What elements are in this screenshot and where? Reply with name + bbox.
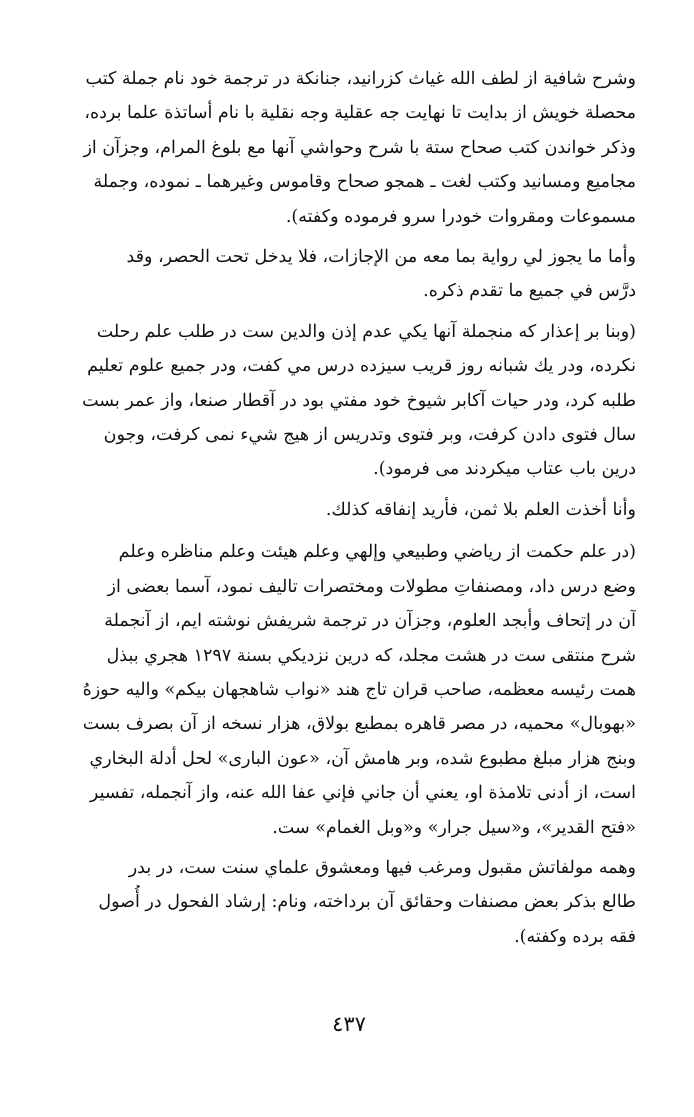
paragraph-5 [62,535,636,845]
paragraph-line: وهمه مولفاتش مقبول ومرغب فيها ومعشوق علماي سنت ست، در بدر [128,857,636,878]
book-page [62,62,636,1062]
paragraph-line: (در علم حكمت از رياضي وطبيعي وإلهي وعلم هيئت وعلم مناظره وعلم [118,542,636,563]
paragraph-line: نكرده، ودر يك شبانه روز قريب سيزده درس مي كفت، ودر جميع علوم تعليم [87,356,636,377]
paragraph-line: وضع درس داد، ومصنفاتِ مطولات ومختصرات تاليف نمود، آسما بعضى از [107,576,636,597]
paragraph-line: درَّس في جميع ما تقدم ذكره. [423,281,636,302]
paragraph-line: وأنا أخذت العلم بلا ثمن، فأريد إنفاقه كذلك. [325,499,636,520]
paragraph-line: است، از أدنى تلامذة او، يعني أن جاني فإني عفا الله عنه، واز آنجمله، تفسير [89,783,636,804]
paragraph-line: محصلة خويش از بدايت تا نهايت جه عقلية وجه نقلية با نام أساتذة علما برده، [84,103,636,124]
paragraph-line: وأما ما يجوز لي رواية بما معه من الإجازات، فلا يدخل تحت الحصر، وقد [126,247,636,268]
paragraph-2 [62,240,636,309]
paragraph-4 [62,493,636,527]
paragraph-line: وذكر خواندن كتب صحاح ستة با شرح وحواشي آنها مع بلوغ المرام، وجزآن از [83,137,636,158]
paragraph-line: طلبه كرد، ودر حيات آكابر شيوخ خود مفتي بود در آقطار صنعا، واز عمر بست [82,390,636,411]
paragraph-line: سال فتوى دادن كرفت، وبر فتوى وتدريس از هيج شيء نمى كرفت، وجون [103,425,636,446]
paragraph-line: مجاميع ومسانيد وكتب لغت ـ همجو صحاح وقاموس وغيرهما ـ نموده، وجملة [93,172,636,193]
paragraph-6 [62,851,636,954]
paragraph-line: درين باب عتاب ميكردند مى فرمود). [373,459,636,480]
page-number: ٤٣٧ [332,1012,366,1036]
paragraph-line: طالع بذكر بعض مصنفات وحقائق آن برداخته، ونام: إرشاد الفحول در أُصول [98,892,636,913]
paragraph-1 [62,62,636,234]
paragraph-line: شرح منتقى ست در هشت مجلد، كه درين نزديكي بسنة ١٢٩٧ هجري ببذل [106,645,636,666]
paragraph-line: «فتح القدير»، و«سيل جرار» و«وبل الغمام» ست. [272,817,636,838]
paragraph-line: وبنج هزار مبلغ مطبوع شده، وبر هامش آن، «عون البارى» لحل أدلة البخاري [89,748,636,769]
paragraph-line: فقه برده وكفته). [514,926,636,947]
paragraph-line: همت رئيسه معظمه، صاحب قران تاج هند «نواب شاهجهان بيكم» واليه حوزهُ [82,679,636,700]
paragraph-line: آن در إتحاف وأبجد العلوم، وجزآن در ترجمة شريفش نوشته ايم، از آنجملة [104,611,636,632]
paragraph-line: وشرح شافية از لطف الله غياث كزرانيد، جنانكة در ترجمة خود نام جملة كتب [85,69,636,89]
paragraph-3 [62,315,636,487]
paragraph-line: مسموعات ومقروات خودرا سرو فرموده وكفته). [285,206,636,227]
paragraph-line: (وبنا بر إعذار كه منجملة آنها يكي عدم إذن والدين ست در طلب علم رحلت [96,321,636,342]
paragraph-line: «بهوبال» محميه، در مصر قاهره بمطبع بولاق، هزار نسخه از آن بصرف بست [82,714,636,735]
